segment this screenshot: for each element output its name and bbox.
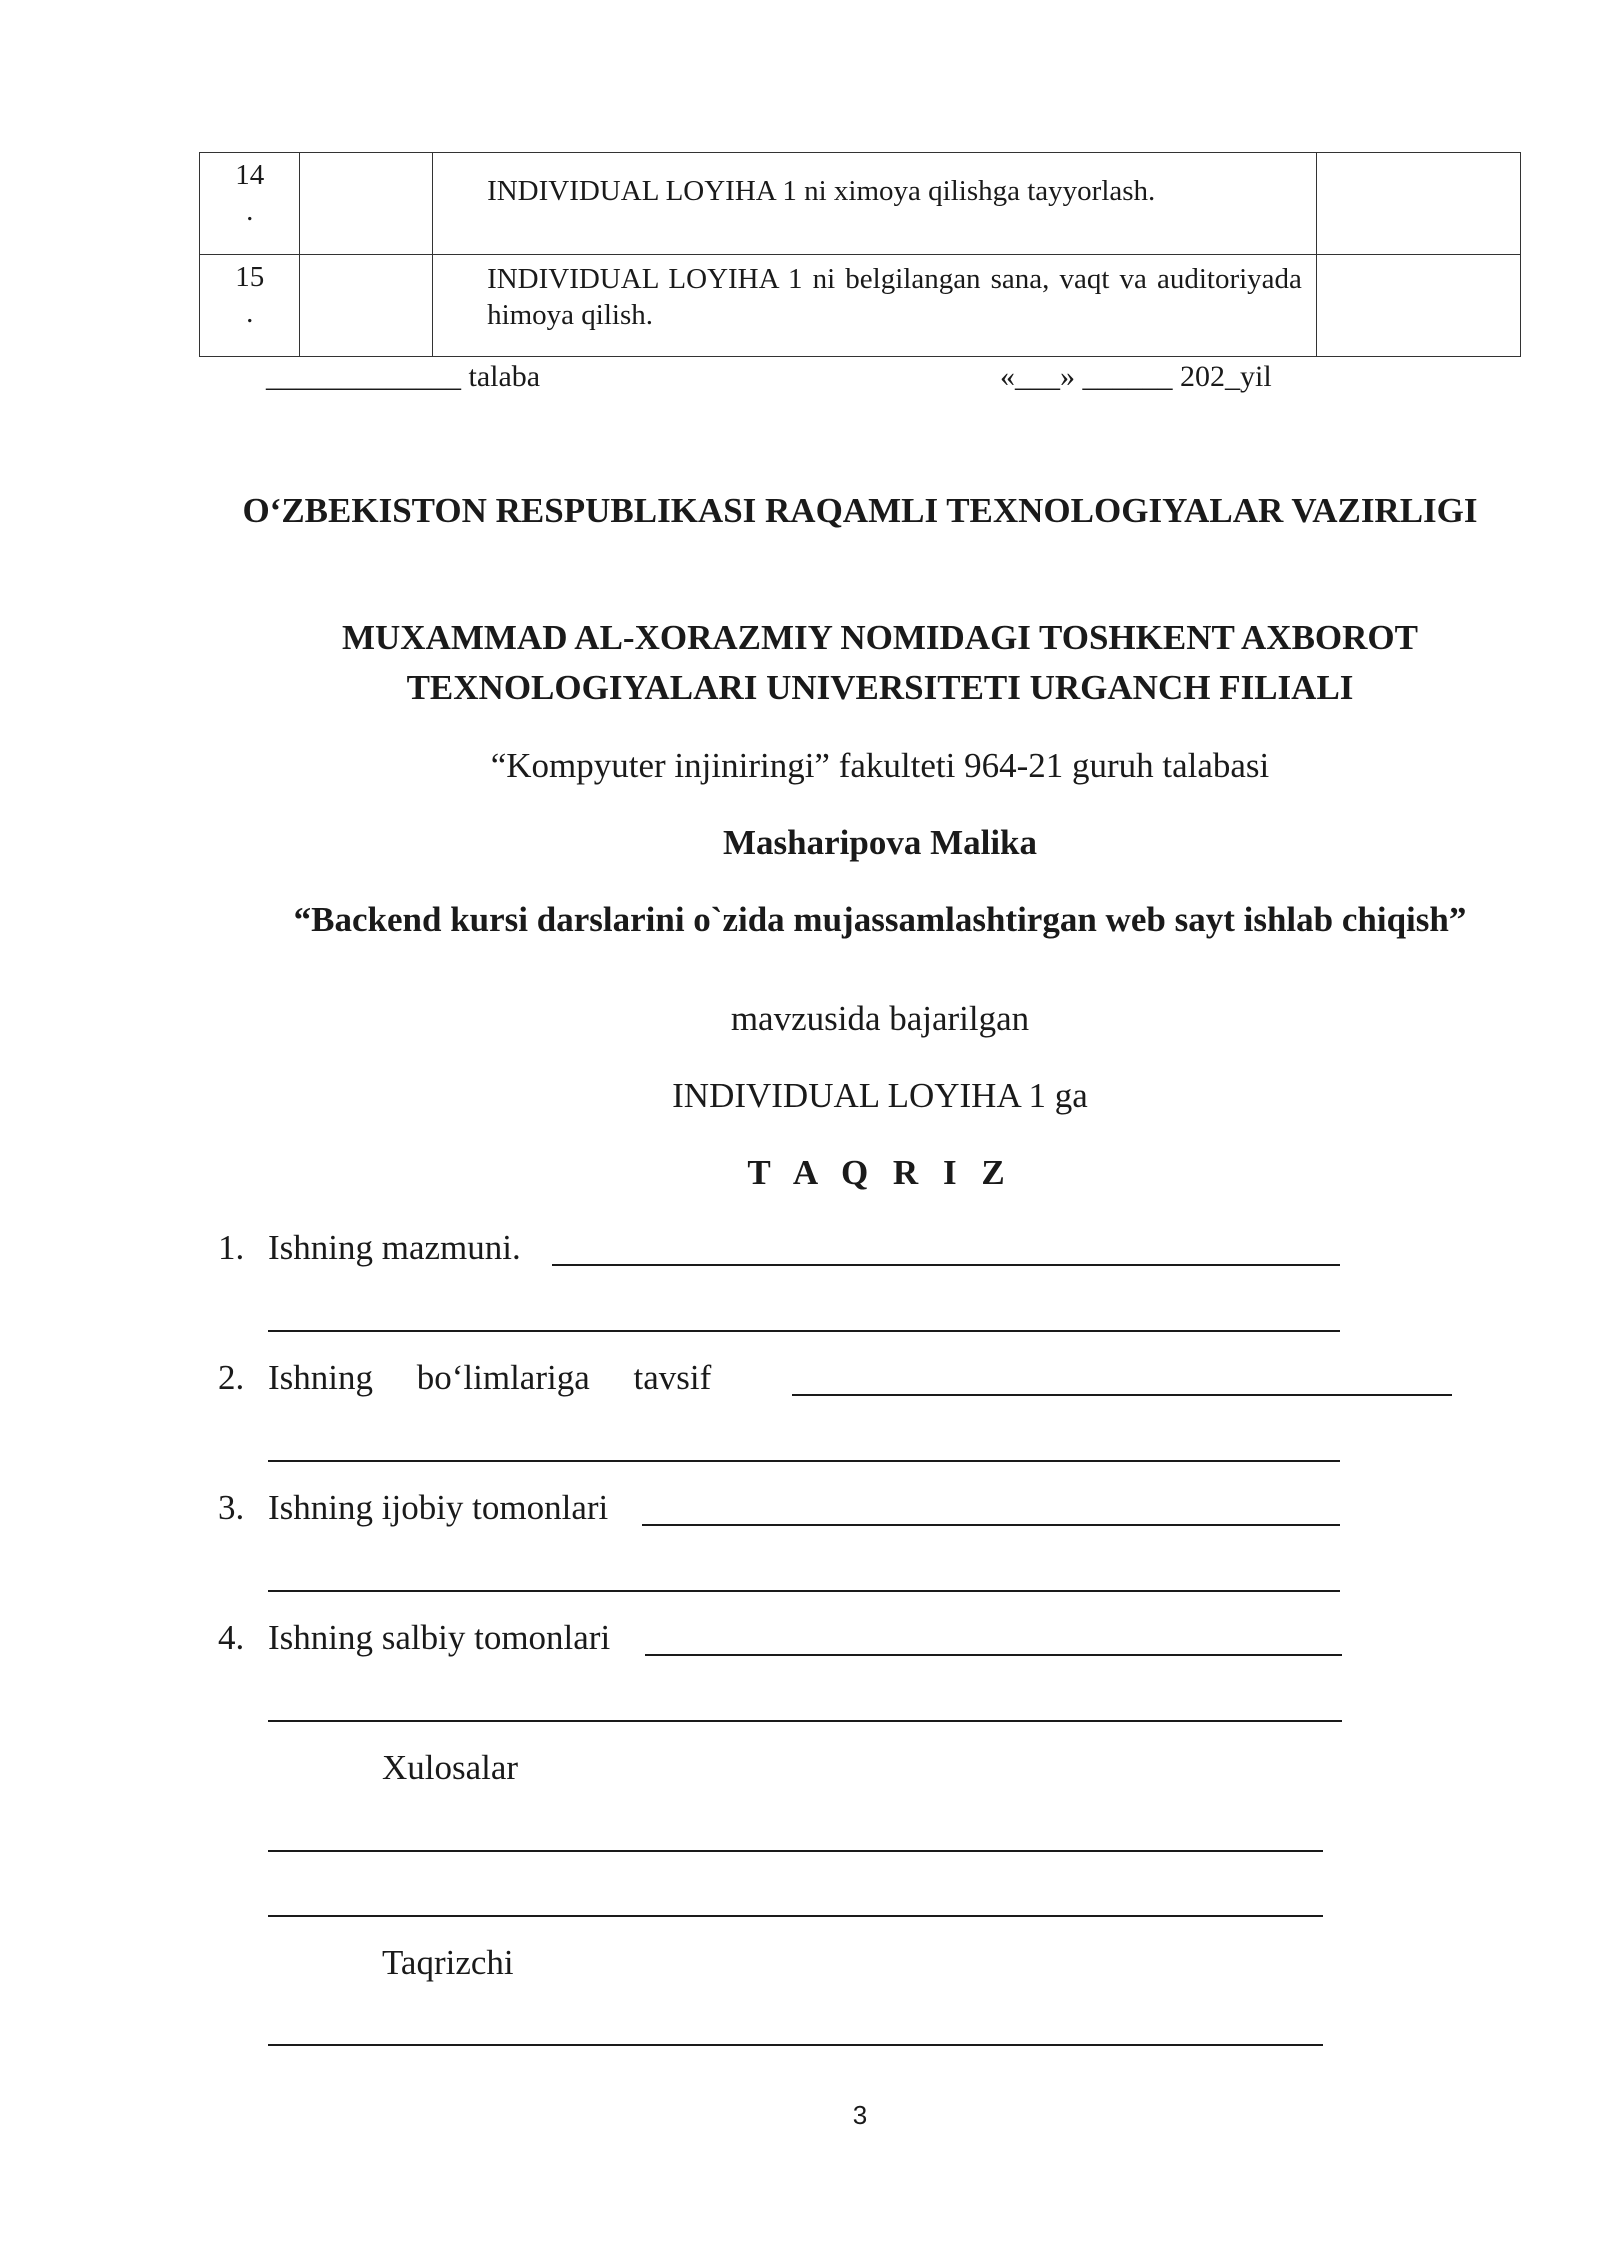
student-signature-line: _____________ talaba — [266, 360, 541, 393]
answer-line — [645, 1654, 1342, 1656]
review-item — [218, 1616, 610, 1660]
review-item-number: 3. — [218, 1488, 245, 1527]
row-number-cell — [200, 153, 300, 255]
row-number: 14 — [235, 159, 265, 191]
date-signature-line: «___» ______ 202_yil — [1000, 360, 1272, 393]
review-item — [218, 1226, 521, 1270]
answer-line — [268, 1850, 1323, 1852]
project-topic: “Backend kursi darslarini o`zida mujassamlashtirgan web sayt ishlab chiqish” — [293, 900, 1467, 939]
note-cell — [1316, 255, 1520, 357]
row-number: 15 — [235, 261, 265, 293]
review-item-label: Ishning bo‘limlariga tavsif — [268, 1358, 712, 1397]
topic-suffix: mavzusida bajarilgan — [730, 999, 1030, 1038]
answer-line — [268, 2044, 1323, 2046]
date-cell — [300, 255, 433, 357]
answer-line — [268, 1720, 1342, 1722]
review-title: T A Q R I Z — [747, 1153, 1013, 1192]
faculty-line: “Kompyuter injiniringi” fakulteti 964-21 guruh talabasi — [490, 746, 1270, 785]
table-row — [200, 255, 1521, 357]
review-item-number: 4. — [218, 1618, 245, 1657]
answer-line — [268, 1460, 1340, 1462]
date-cell — [300, 153, 433, 255]
answer-line — [792, 1394, 1452, 1396]
student-name: Masharipova Malika — [722, 823, 1038, 862]
project-title: INDIVIDUAL LOYIHA 1 ga — [672, 1076, 1088, 1115]
row-number-dot: . — [246, 195, 254, 227]
review-item-label: Ishning salbiy tomonlari — [268, 1618, 611, 1657]
answer-line — [268, 1590, 1340, 1592]
conclusions-label: Xulosalar — [382, 1748, 519, 1787]
row-number-dot: . — [246, 297, 254, 329]
review-item-number: 1. — [218, 1228, 245, 1267]
note-cell — [1316, 153, 1520, 255]
answer-line — [268, 1330, 1340, 1332]
review-item-label: Ishning ijobiy tomonlari — [268, 1488, 609, 1527]
answer-line — [552, 1264, 1340, 1266]
review-item — [218, 1486, 608, 1530]
page-number: 3 — [852, 2100, 868, 2130]
review-item-label: Ishning mazmuni. — [268, 1228, 521, 1267]
task-cell: INDIVIDUAL LOYIHA 1 ni belgilangan sana, vaqt va auditoriyada himoya qilish. — [433, 255, 1317, 357]
table-row — [200, 153, 1521, 255]
schedule-table — [199, 152, 1521, 357]
reviewer-label: Taqrizchi — [382, 1943, 514, 1982]
answer-line — [268, 1915, 1323, 1917]
ministry-heading: O‘ZBEKISTON RESPUBLIKASI RAQAMLI TEXNOLOGIYALAR VAZIRLIGI — [242, 491, 1478, 530]
row-number-cell — [200, 255, 300, 357]
answer-line — [642, 1524, 1340, 1526]
task-cell: INDIVIDUAL LOYIHA 1 ni ximoya qilishga tayyorlash. — [433, 153, 1317, 255]
review-item — [218, 1356, 711, 1400]
review-item-number: 2. — [218, 1358, 245, 1397]
university-heading: MUXAMMAD AL-XORAZMIY NOMIDAGI TOSHKENT AXBOROT TEXNOLOGIYALARI UNIVERSITETI URGANCH FILIALI — [342, 618, 1418, 707]
